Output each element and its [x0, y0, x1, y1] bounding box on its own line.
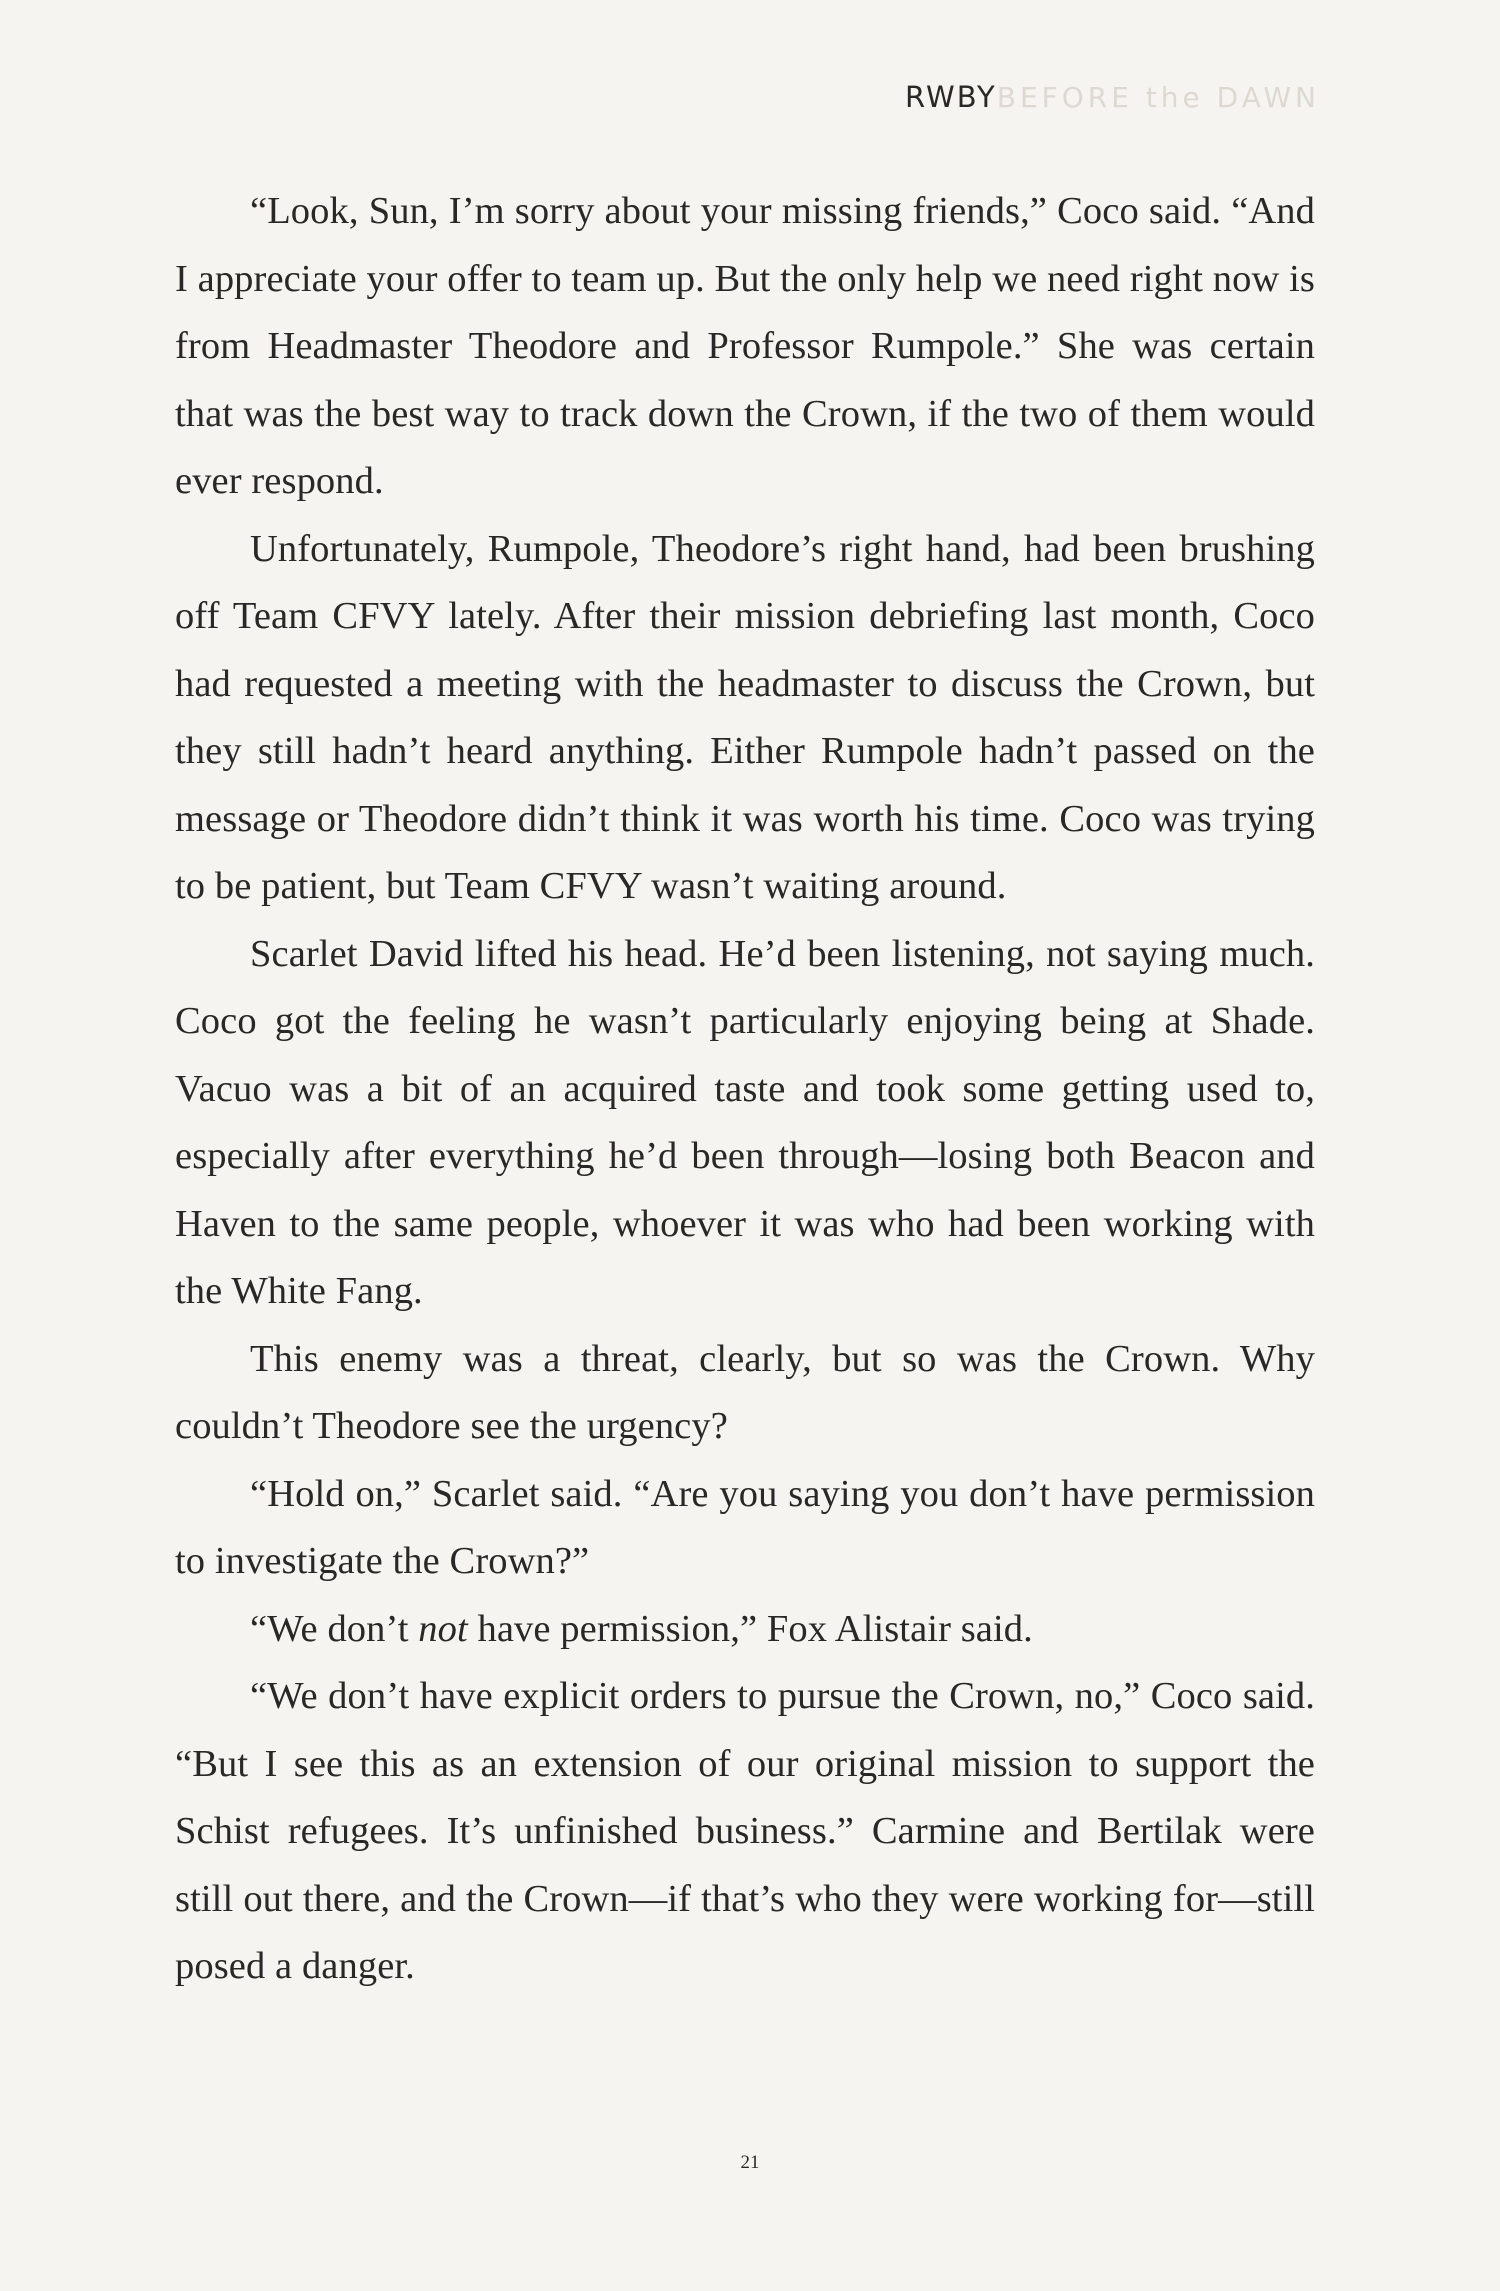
paragraph-text: “We don’t have explicit orders to pursue the Crown, no,” Coco said. “But I see this as an extension of our original mission to support the Schist refugees. It’s unfinished business.” Carmine and Bertilak were still out there, and the Crown—if that’s who they were working for—still posed a danger.	[175, 1675, 1315, 1987]
paragraph-1	[175, 178, 1315, 516]
paragraph-text: “Hold on,” Scarlet said. “Are you saying you don’t have permission to investigate the Crown?”	[175, 1472, 1315, 1582]
paragraph-text: “We don’t	[250, 1607, 419, 1650]
paragraph-6	[175, 1596, 1315, 1664]
paragraph-4	[175, 1326, 1315, 1461]
paragraph-text: have permission,” Fox Alistair said.	[467, 1607, 1033, 1650]
emphasized-word: not	[418, 1607, 468, 1650]
book-subtitle: BEFORE the DAWN	[996, 81, 1320, 114]
paragraph-7	[175, 1663, 1315, 2001]
page-number: 21	[740, 2152, 760, 2173]
paragraph-text: Unfortunately, Rumpole, Theodore’s right hand, had been brushing off Team CFVY lately. After their mission debriefing last month, Coco had requested a meeting with the headmaster to discuss the Crown, but they still hadn’t heard anything. Either Rumpole hadn’t passed on the message or Theodore didn’t think it was worth his time. Coco was trying to be patient, but Team CFVY wasn’t waiting around.	[175, 527, 1315, 907]
paragraph-text: This enemy was a threat, clearly, but so was the Crown. Why couldn’t Theodore see the urgency?	[175, 1337, 1315, 1447]
paragraph-3	[175, 921, 1315, 1326]
paragraph-text: “Look, Sun, I’m sorry about your missing friends,” Coco said. “And I appreciate your offer to team up. But the only help we need right now is from Headmaster Theodore and Professor Rumpole.” She was certain that was the best way to track down the Crown, if the two of them would ever respond.	[175, 190, 1315, 502]
paragraph-2	[175, 516, 1315, 921]
series-title: RWBY	[905, 80, 997, 114]
paragraph-text: Scarlet David lifted his head. He’d been listening, not saying much. Coco got the feeling he wasn’t particularly enjoying being at Shade. Vacuo was a bit of an acquired taste and took some getting used to, especially after everything he’d been through—losing both Beacon and Haven to the same people, whoever it was who had been working with the White Fang.	[175, 932, 1315, 1312]
running-header	[905, 80, 1320, 114]
page-body	[175, 178, 1315, 2001]
paragraph-5	[175, 1461, 1315, 1596]
